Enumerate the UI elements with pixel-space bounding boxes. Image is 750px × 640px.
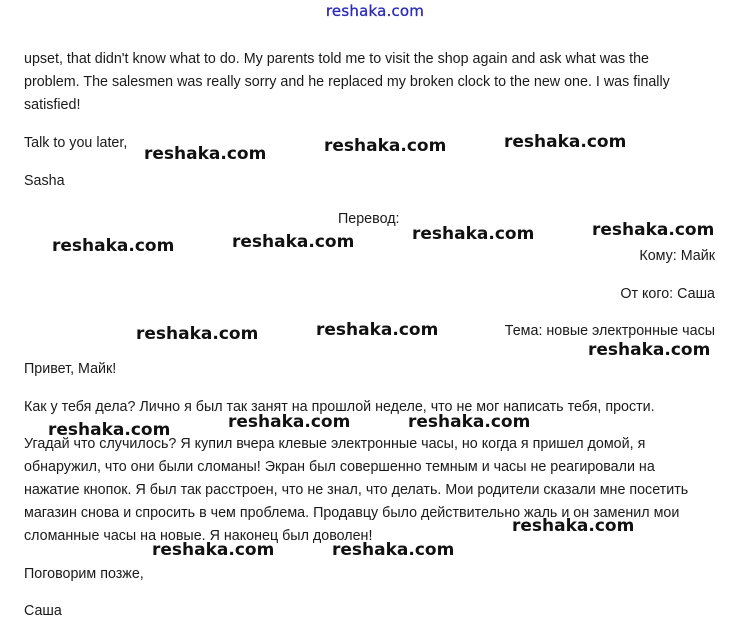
watermark: reshaka.com — [228, 412, 351, 432]
watermark: reshaka.com — [592, 220, 715, 240]
translation-para2-line-1: Угадай что случилось? Я купил вчера клевые электронные часы, но когда я пришел домой, я — [24, 436, 646, 452]
watermark: reshaka.com — [52, 236, 175, 256]
english-line-2: problem. The salesmen was really sorry and he replaced my broken clock to the new one. I was finally — [24, 74, 670, 90]
english-closing: Talk to you later, — [24, 135, 128, 151]
watermark: reshaka.com — [144, 144, 267, 164]
watermark: reshaka.com — [412, 224, 535, 244]
watermark: reshaka.com — [316, 320, 439, 340]
watermark: reshaka.com — [48, 420, 171, 440]
translation-para1: Как у тебя дела? Лично я был так занят на прошлой неделе, что не мог написать тебя, прости. — [24, 399, 655, 415]
translation-para2-line-5: сломанные часы на новые. Я наконец был доволен! — [24, 528, 373, 544]
translation-from: От кого: Саша — [620, 286, 715, 302]
watermark: reshaka.com — [408, 412, 531, 432]
watermark: reshaka.com — [152, 540, 275, 560]
watermark: reshaka.com — [232, 232, 355, 252]
translation-subject: Тема: новые электронные часы — [504, 323, 715, 339]
watermark: reshaka.com — [332, 540, 455, 560]
header-watermark — [0, 2, 750, 20]
translation-to: Кому: Майк — [639, 248, 715, 264]
translation-para2-line-2: обнаружил, что они были сломаны! Экран был совершенно темным и часы не реагировали на — [24, 459, 655, 475]
english-line-1: upset, that didn't know what to do. My parents told me to visit the shop again and ask what was the — [24, 51, 650, 67]
translation-closing: Поговорим позже, — [24, 566, 144, 582]
watermark: reshaka.com — [324, 136, 447, 156]
translation-signature: Саша — [24, 603, 62, 619]
translation-greeting: Привет, Майк! — [24, 361, 117, 377]
translation-heading: Перевод: — [338, 211, 400, 227]
watermark: reshaka.com — [136, 324, 259, 344]
watermark: reshaka.com — [512, 516, 635, 536]
watermark: reshaka.com — [504, 132, 627, 152]
translation-para2-line-4: магазин снова и спросить в чем проблема. Продавцу было действительно жаль и он заменил мои — [24, 505, 680, 521]
watermark: reshaka.com — [588, 340, 711, 360]
translation-para2-line-3: нажатие кнопок. Я был так расстроен, что не знал, что делать. Мои родители сказали мне посетить — [24, 482, 689, 498]
header-watermark-text: reshaka.com — [325, 2, 425, 20]
english-signature: Sasha — [24, 173, 65, 189]
english-line-3: satisfied! — [24, 97, 81, 113]
